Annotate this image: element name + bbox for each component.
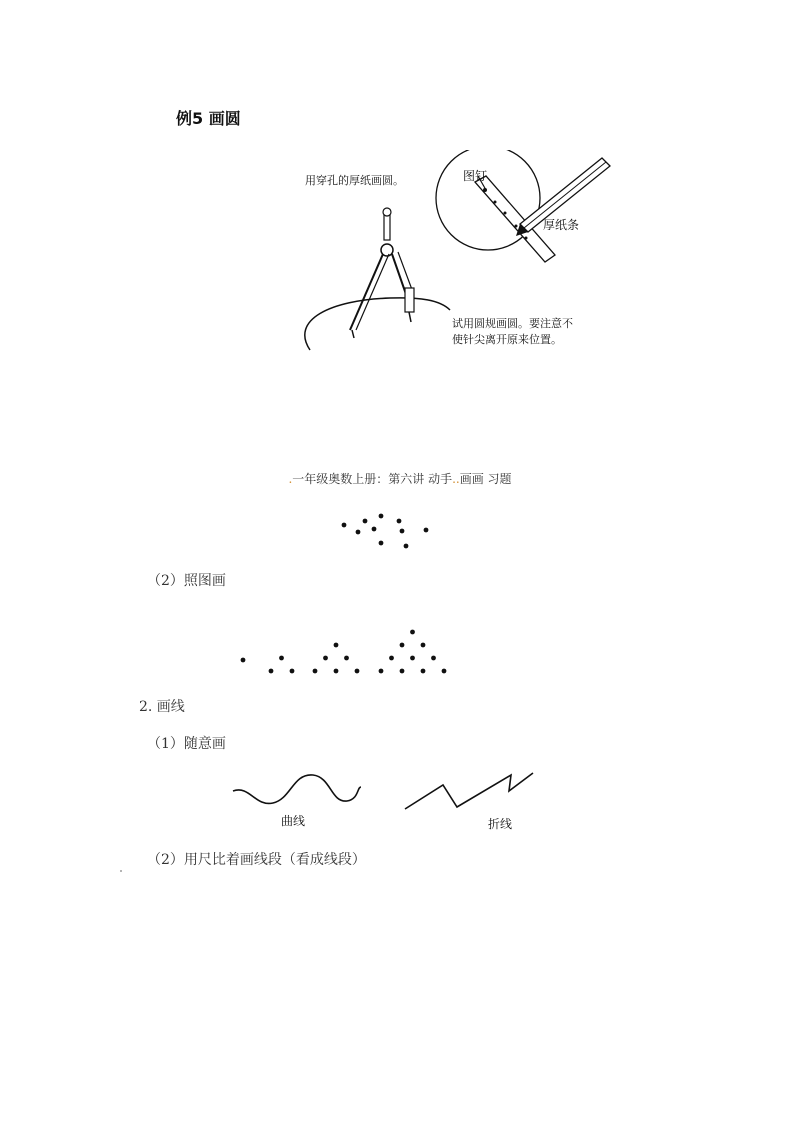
dot — [356, 530, 361, 535]
dot — [404, 544, 409, 549]
triangle-dot — [431, 656, 436, 661]
dot — [372, 527, 377, 532]
dot-triangles-figure — [230, 600, 540, 680]
compass-arc — [305, 298, 450, 350]
triangle-dot — [379, 669, 384, 674]
triangle-dot — [334, 643, 339, 648]
free-draw-heading: （1）随意画 — [147, 736, 226, 752]
triangle-dot — [410, 630, 415, 635]
fold-label: 折线 — [488, 817, 513, 831]
label-cardboard-circle: 用穿孔的厚纸画圆。 — [305, 174, 404, 187]
header-dots: .. — [452, 472, 460, 486]
triangle-dot — [344, 656, 349, 661]
lines-figure — [225, 765, 545, 815]
triangle-dot — [323, 656, 328, 661]
triangle-dot — [313, 669, 318, 674]
compass-icon — [350, 208, 414, 338]
triangle-dot — [269, 669, 274, 674]
label-strip: 厚纸条 — [543, 218, 580, 232]
dot — [342, 523, 347, 528]
curve-label: 曲线 — [281, 814, 306, 828]
dot — [400, 529, 405, 534]
page-header — [0, 470, 800, 487]
example-title: 例5 画圆 — [176, 109, 241, 128]
label-compass-line1: 试用圆规画圆。要注意不 — [452, 317, 573, 330]
fold-line — [405, 773, 533, 809]
stray-mark — [120, 870, 122, 872]
triangle-dot — [400, 643, 405, 648]
scattered-dots-figure — [330, 505, 440, 555]
curve-line — [233, 775, 361, 804]
dot — [424, 528, 429, 533]
dot — [363, 519, 368, 524]
draw-lines-heading: 2. 画线 — [139, 699, 185, 715]
triangle-dot — [241, 658, 246, 663]
label-pin: 图钉 — [463, 169, 488, 183]
triangle-dot — [421, 643, 426, 648]
header-dot: . — [288, 472, 293, 486]
draw-by-picture-heading: （2）照图画 — [147, 573, 226, 589]
triangle-dot — [290, 669, 295, 674]
dot — [379, 514, 384, 519]
ruler-draw-heading: （2）用尺比着画线段（看成线段） — [147, 852, 366, 868]
triangle-dot — [421, 669, 426, 674]
triangle-dot — [410, 656, 415, 661]
triangle-dot — [279, 656, 284, 661]
header-title: 一年级奥数上册：第六讲 动手 — [292, 472, 453, 486]
triangle-dot — [389, 656, 394, 661]
dot — [397, 519, 402, 524]
header-title-end: 画画 习题 — [459, 472, 512, 486]
triangle-dot — [400, 669, 405, 674]
triangle-dot — [334, 669, 339, 674]
triangle-dot — [355, 669, 360, 674]
triangle-dot — [442, 669, 447, 674]
label-compass-line2: 使针尖离开原来位置。 — [452, 333, 562, 346]
dot — [379, 541, 384, 546]
